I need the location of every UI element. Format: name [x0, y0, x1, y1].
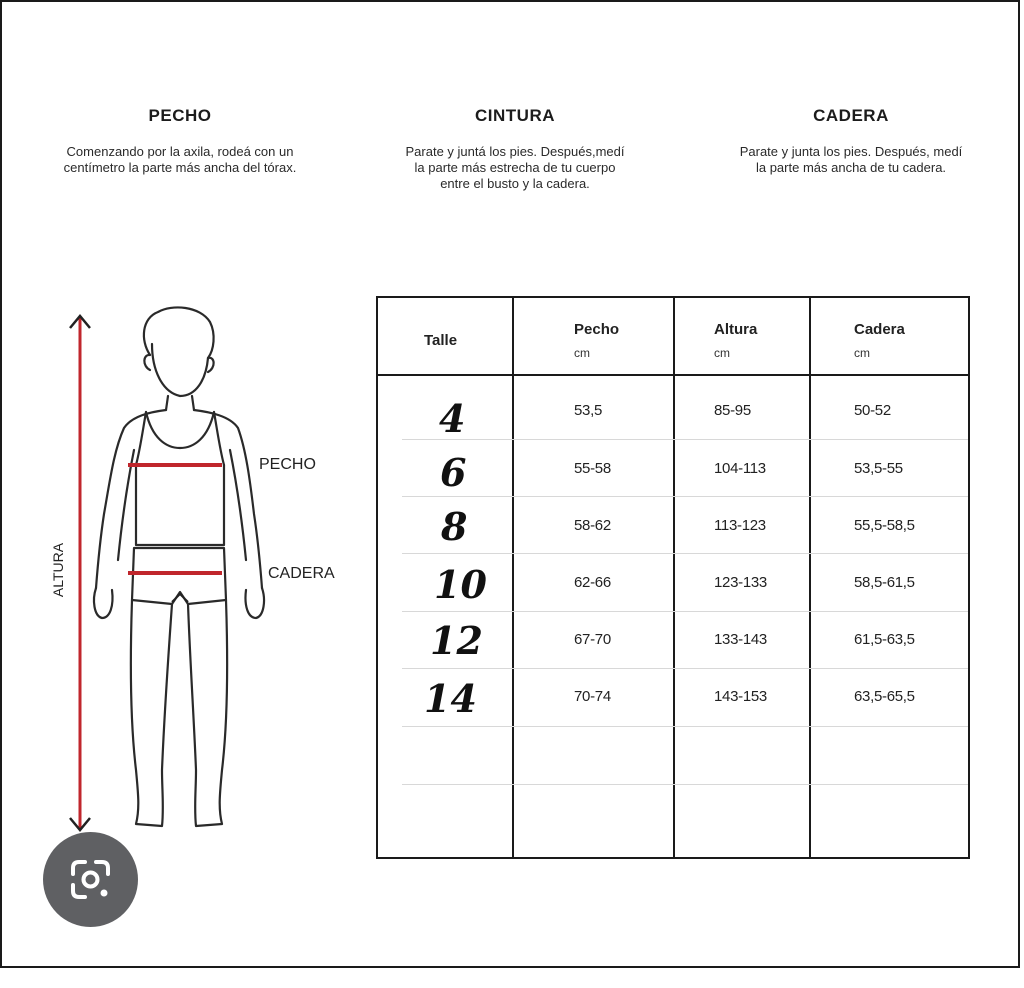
table-cell-altura: 123-133	[714, 574, 767, 591]
table-cell-talle: 12	[430, 618, 483, 663]
table-cell-cadera: 53,5-55	[854, 460, 903, 477]
section-description: Comenzando por la axila, rodeá con un centímetro la parte más ancha del tórax.	[63, 144, 297, 175]
table-cell-talle: 14	[424, 676, 477, 721]
table-cell-pecho: 55-58	[574, 460, 611, 477]
child-outline	[94, 307, 264, 826]
table-cell-talle: 10	[434, 562, 487, 607]
section-title: CADERA	[813, 106, 889, 125]
header-pecho-unit: cm	[574, 346, 590, 360]
section-cadera	[692, 106, 1010, 176]
section-description: Parate y junta los pies. Después, medí la parte más ancha de tu cadera.	[739, 144, 963, 175]
section-pecho	[20, 106, 340, 176]
table-cell-talle: 6	[440, 450, 467, 495]
header-cadera: Cadera	[854, 321, 905, 338]
altura-arrow	[70, 316, 90, 830]
lens-icon	[43, 832, 138, 927]
table-cell-cadera: 61,5-63,5	[854, 631, 915, 648]
table-cell-altura: 113-123	[714, 517, 766, 534]
table-cell-altura: 143-153	[714, 688, 767, 705]
table-cell-cadera: 63,5-65,5	[854, 688, 915, 705]
table-cell-cadera: 58,5-61,5	[854, 574, 915, 591]
cadera-label: CADERA	[268, 565, 335, 582]
table-cell-talle: 4	[439, 396, 466, 441]
header-pecho: Pecho	[574, 321, 620, 338]
altura-label: ALTURA	[50, 542, 66, 598]
header-cadera-unit: cm	[854, 346, 870, 360]
table-cell-pecho: 62-66	[574, 574, 611, 591]
header-altura-unit: cm	[714, 346, 730, 360]
pecho-label: PECHO	[259, 456, 316, 473]
table-cell-cadera: 50-52	[854, 402, 891, 419]
section-cintura	[355, 106, 675, 192]
lens-search-button[interactable]	[43, 832, 138, 927]
size-table	[376, 296, 970, 859]
table-cell-cadera: 55,5-58,5	[854, 517, 915, 534]
section-description: Parate y juntá los pies. Después,medí la parte más estrecha de tu cuerpo entre el busto y la cadera.	[405, 144, 625, 191]
crotch-arrow	[172, 594, 188, 602]
section-title: PECHO	[148, 106, 212, 125]
header-talle: Talle	[424, 332, 458, 349]
table-cell-altura: 104-113	[714, 460, 766, 477]
section-title: CINTURA	[475, 106, 555, 125]
table-cell-pecho: 70-74	[574, 688, 611, 705]
table-cell-altura: 85-95	[714, 402, 751, 419]
table-cell-pecho: 67-70	[574, 631, 611, 648]
table-cell-pecho: 53,5	[574, 402, 602, 419]
table-cell-altura: 133-143	[714, 631, 767, 648]
header-altura: Altura	[714, 321, 758, 338]
table-cell-talle: 8	[441, 504, 468, 549]
table-cell-pecho: 58-62	[574, 517, 611, 534]
